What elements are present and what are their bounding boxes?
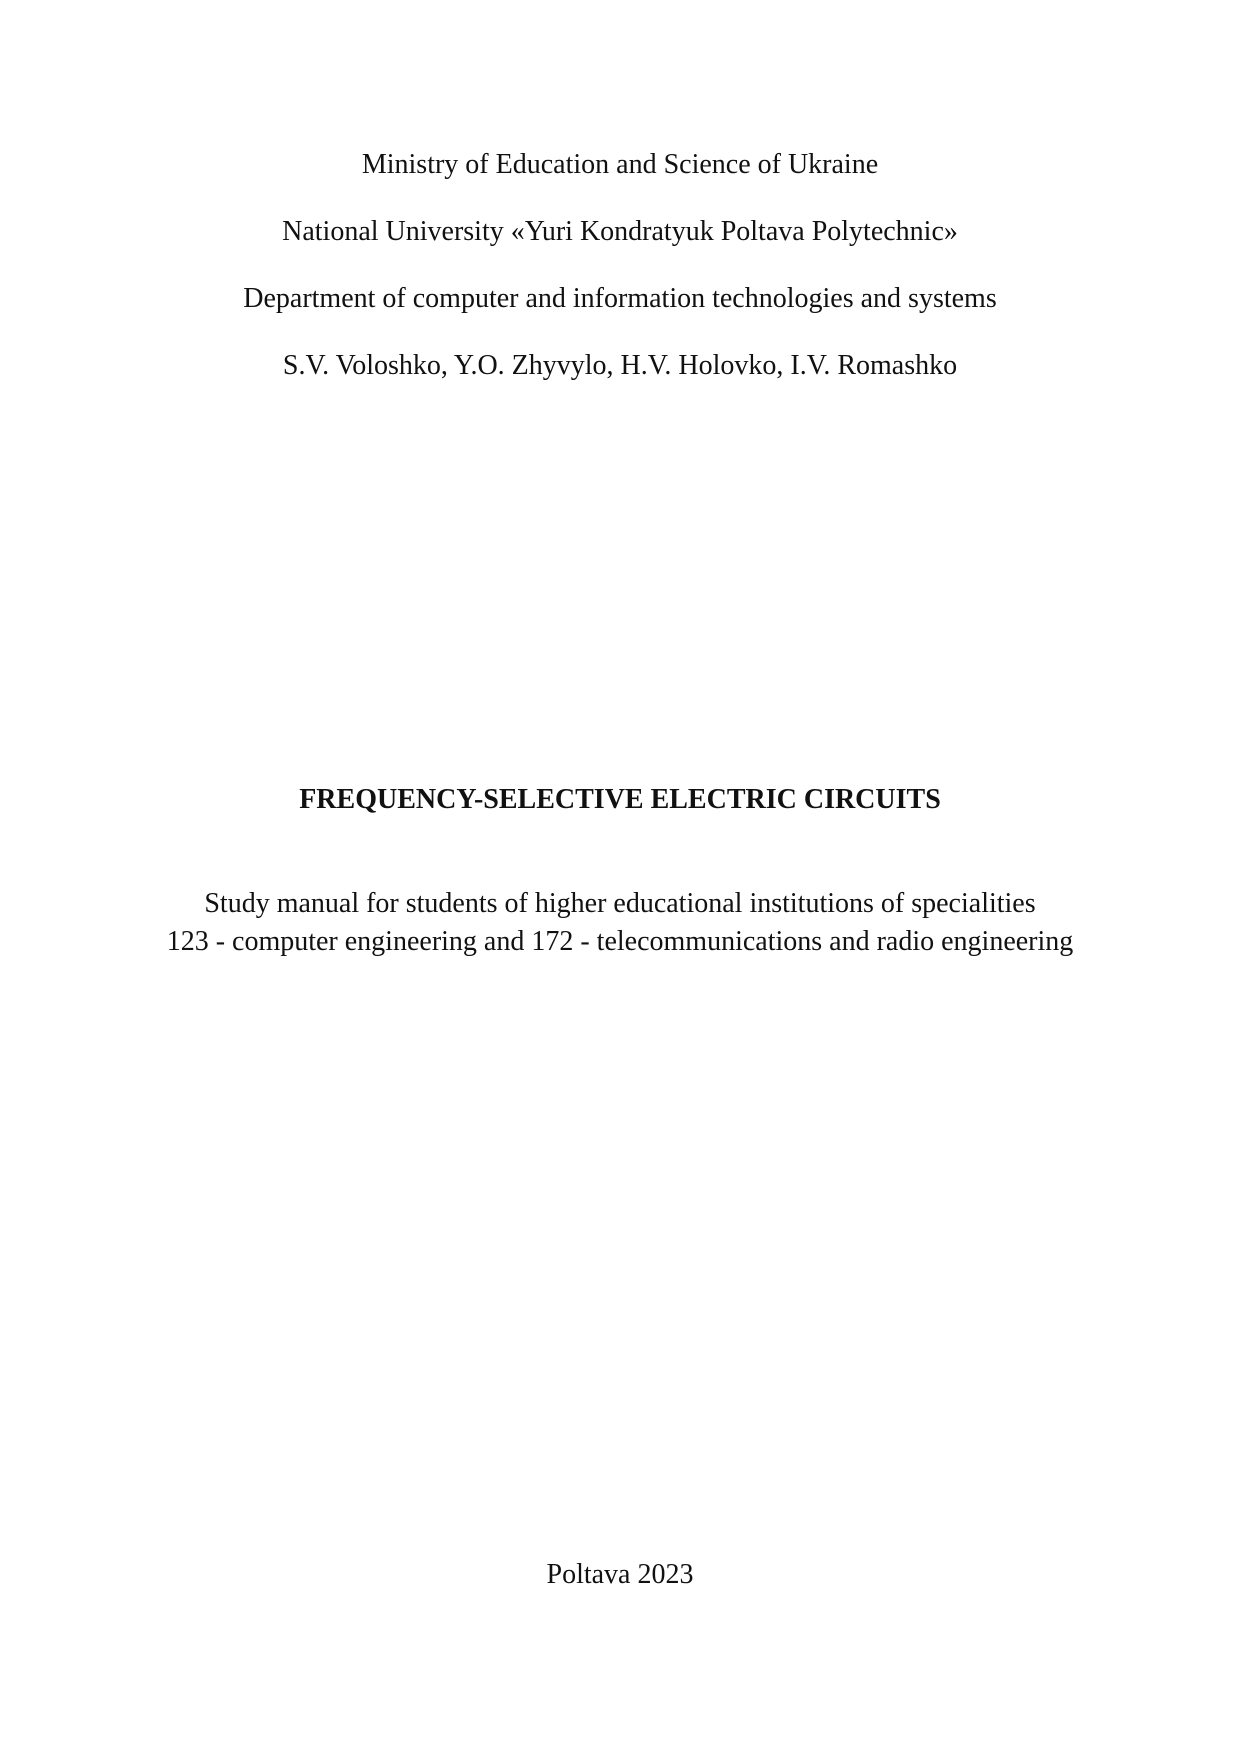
department-name: Department of computer and information technologies and systems bbox=[243, 283, 997, 314]
place-and-year: Poltava 2023 bbox=[546, 1559, 694, 1590]
university-name: National University «Yuri Kondratyuk Poltava Polytechnic» bbox=[282, 216, 958, 247]
ministry-name: Ministry of Education and Science of Ukraine bbox=[361, 149, 879, 180]
document-title: FREQUENCY-SELECTIVE ELECTRIC CIRCUITS bbox=[299, 784, 941, 815]
description-line-1: Study manual for students of higher educational institutions of specialities bbox=[204, 888, 1036, 919]
authors-list: S.V. Voloshko, Y.O. Zhyvylo, H.V. Holovko, I.V. Romashko bbox=[282, 350, 958, 381]
description-line-2: 123 - computer engineering and 172 - telecommunications and radio engineering bbox=[166, 926, 1074, 957]
